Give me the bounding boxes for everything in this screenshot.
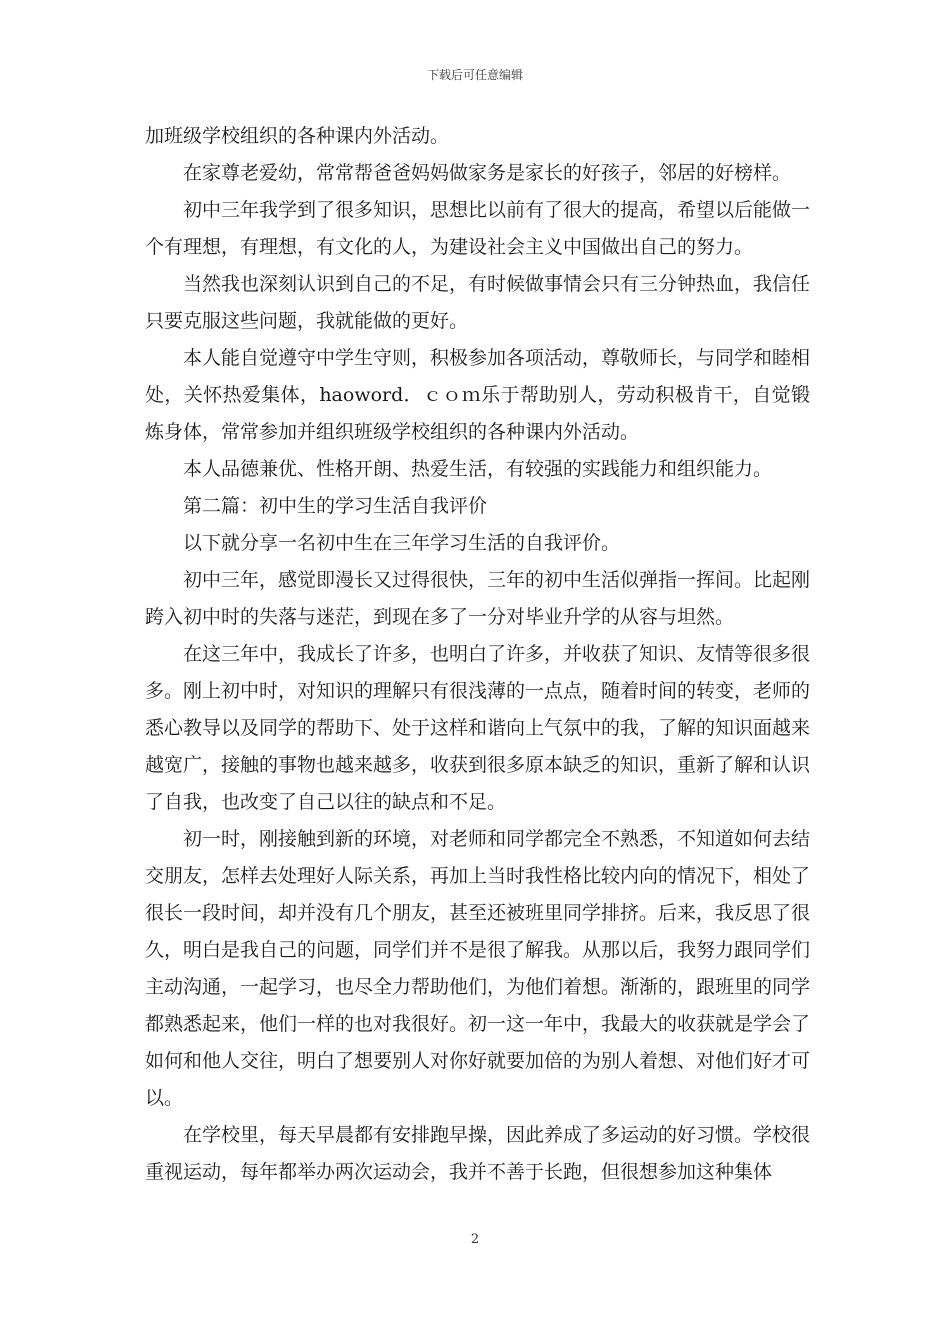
section-heading: 第二篇：初中生的学习生活自我评价 — [183, 495, 488, 517]
paragraph: 初中三年，感觉即漫长又过得很快，三年的初中生活似弹指一挥间。比起刚跨入初中时的失落与迷茫，到现在多了一分对毕业升学的从容与坦然。 — [145, 569, 811, 628]
paragraph: 本人能自觉遵守中学生守则，积极参加各项活动，尊敬师长，与同学和睦相处，关怀热爱集体，haoword．ｃｏｍ乐于帮助别人，劳动积极肯干，自觉锻炼身体，常常参加并组织班级学校组织的各种课内外活动。 — [145, 347, 811, 443]
paragraph: 本人品德兼优、性格开朗、热爱生活，有较强的实践能力和组织能力。 — [183, 458, 773, 480]
paragraph-continuation: 加班级学校组织的各种课内外活动。 — [145, 125, 450, 147]
paragraph: 在家尊老爱幼，常常帮爸爸妈妈做家务是家长的好孩子，邻居的好榜样。 — [183, 162, 792, 184]
page-number: 2 — [470, 1232, 480, 1247]
paragraph: 当然我也深刻认识到自己的不足，有时候做事情会只有三分钟热血，我信任只要克服这些问题，我就能做的更好。 — [145, 273, 811, 332]
paragraph: 以下就分享一名初中生在三年学习生活的自我评价。 — [183, 532, 621, 554]
paragraph: 初中三年我学到了很多知识，思想比以前有了很大的提高，希望以后能做一个有理想，有理想，有文化的人，为建设社会主义中国做出自己的努力。 — [145, 199, 811, 258]
paragraph: 在这三年中，我成长了许多，也明白了许多，并收获了知识、友情等很多很多。刚上初中时，对知识的理解只有很浅薄的一点点，随着时间的转变，老师的悉心教导以及同学的帮助下、处于这样和谐向上气氛中的我，了解的知识面越来越宽广，接触的事物也越来越多，收获到很多原本缺乏的知识，重新了解和认识了自我，也改变了自己以往的缺点和不足。 — [145, 643, 811, 813]
paragraph: 在学校里，每天早晨都有安排跑早操，因此养成了多运动的好习惯。学校很重视运动，每年都举办两次运动会，我并不善于长跑，但很想参加这种集体 — [145, 1124, 811, 1183]
page-header: 下载后可任意编辑 — [426, 68, 523, 82]
document-body — [145, 118, 810, 1191]
paragraph: 初一时，刚接触到新的环境，对老师和同学都完全不熟悉，不知道如何去结交朋友，怎样去处理好人际关系，再加上当时我性格比较内向的情况下，相处了很长一段时间，却并没有几个朋友，甚至还被班里同学排挤。后来，我反思了很久，明白是我自己的问题，同学们并不是很了解我。从那以后，我努力跟同学们主动沟通，一起学习，也尽全力帮助他们，为他们着想。渐渐的，跟班里的同学都熟悉起来，他们一样的也对我很好。初一这一年中，我最大的收获就是学会了如何和他人交往，明白了想要别人对你好就要加倍的为别人着想、对他们好才可以。 — [145, 828, 811, 1109]
